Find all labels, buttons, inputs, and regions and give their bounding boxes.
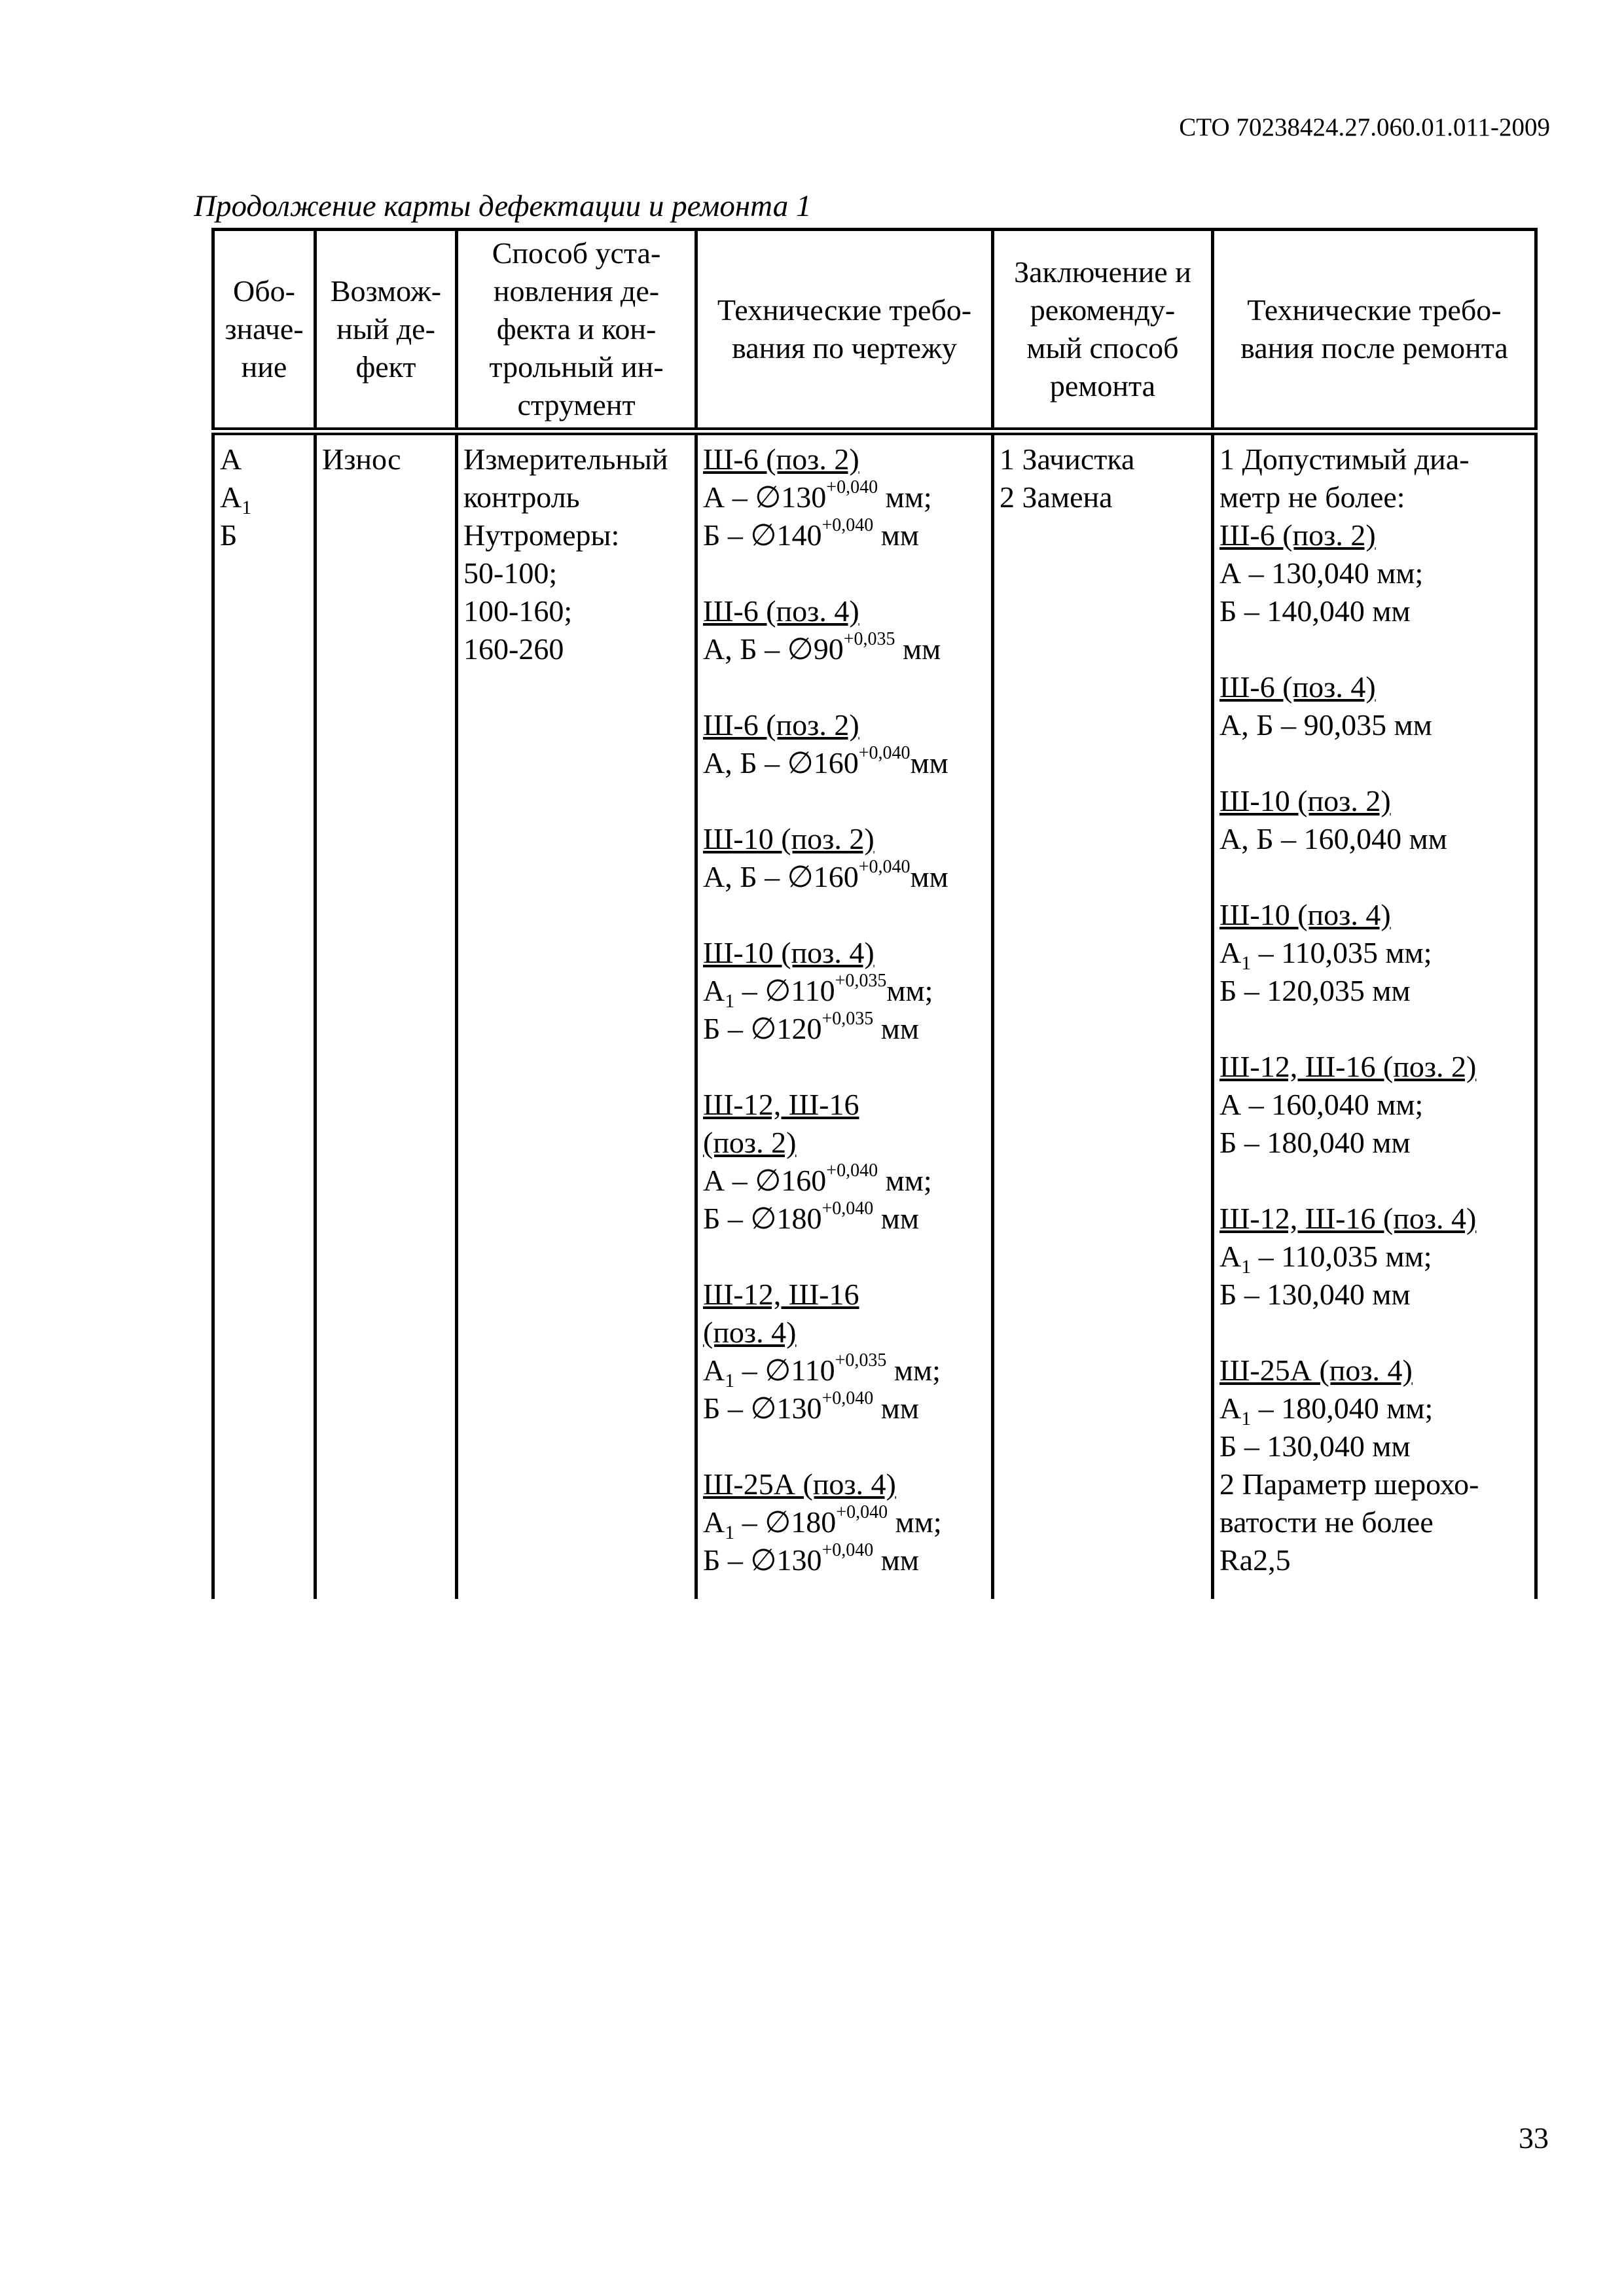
requirement-title	[703, 934, 986, 972]
conclusion-line: 1 Зачистка	[1000, 442, 1135, 476]
after-line	[1219, 934, 1529, 975]
line-text: А	[703, 1505, 725, 1539]
method-line: Измерительный	[463, 442, 668, 476]
header-line: фект	[355, 350, 416, 384]
line-unit: мм;	[878, 1164, 932, 1197]
designation-a1-base: А	[220, 480, 242, 514]
table-header-row	[213, 230, 1536, 432]
after-line	[1219, 1276, 1529, 1314]
header-defect	[316, 230, 457, 432]
spacer	[1219, 1162, 1529, 1200]
requirement-title	[703, 706, 986, 744]
requirement-title	[703, 1124, 986, 1162]
line-text: А, Б – 90,035 мм	[1219, 708, 1432, 742]
after-title-text: Ш-12, Ш-16 (поз. 2)	[1219, 1050, 1477, 1083]
line-text: А, Б – ∅90	[703, 632, 844, 666]
tolerance-superscript: +0,040	[858, 856, 911, 877]
line-text: – 180,040 мм;	[1251, 1391, 1434, 1425]
requirement-line	[703, 516, 986, 554]
line-unit: мм	[873, 1202, 919, 1235]
after-title-text: Ш-10 (поз. 4)	[1219, 898, 1391, 931]
line-subscript: 1	[725, 1370, 735, 1392]
defect-repair-table	[211, 228, 1538, 1599]
requirement-title	[703, 1276, 986, 1314]
after-title-text: Ш-25А (поз. 4)	[1219, 1354, 1413, 1387]
line-text: Б – 140,040 мм	[1219, 594, 1411, 628]
header-designation	[213, 230, 316, 432]
line-text: А – 130,040 мм;	[1219, 556, 1424, 590]
line-text: Б – 120,035 мм	[1219, 974, 1411, 1007]
spacer	[1219, 630, 1529, 668]
method-line: Нутромеры:	[463, 518, 620, 552]
header-line: рекоменду-	[1030, 293, 1176, 327]
after-line	[1219, 1238, 1529, 1276]
line-text: А – ∅160	[703, 1164, 827, 1197]
line-text: А	[1219, 1391, 1242, 1425]
document-code: СТО 70238424.27.060.01.011-2009	[1179, 113, 1550, 141]
header-line: вания после ремонта	[1240, 331, 1508, 365]
tolerance-superscript: +0,040	[821, 1198, 874, 1219]
line-text: А – 160,040 мм;	[1219, 1088, 1424, 1121]
spacer	[703, 782, 986, 820]
requirement-title-text: Ш-6 (поз. 2)	[703, 708, 859, 742]
requirement-line	[703, 1162, 986, 1200]
after-title	[1219, 1048, 1529, 1086]
requirement-line	[703, 744, 986, 782]
method-line: 100-160;	[463, 594, 573, 628]
line-unit: мм;	[886, 1354, 941, 1387]
after-line	[1219, 1124, 1529, 1162]
header-method	[457, 230, 696, 432]
after-title	[1219, 1200, 1529, 1238]
tolerance-superscript: +0,035	[843, 628, 895, 649]
tolerance-superscript: +0,040	[826, 476, 878, 497]
requirement-line	[703, 1501, 986, 1544]
tolerance-superscript: +0,040	[826, 1160, 878, 1181]
cell-designation	[213, 431, 316, 1599]
requirement-title-text: Ш-10 (поз. 2)	[703, 822, 875, 855]
header-line: Обо-	[233, 274, 295, 308]
defect-table-container	[211, 228, 1534, 1599]
line-unit: мм;	[888, 1505, 942, 1539]
requirement-line	[703, 630, 986, 668]
line-text: Б – 180,040 мм	[1219, 1126, 1411, 1159]
header-line: ние	[241, 350, 287, 384]
line-text: – ∅110	[734, 1354, 835, 1387]
designation-a1-sub: 1	[242, 497, 252, 519]
after-title	[1219, 782, 1529, 820]
after-line	[1219, 1427, 1529, 1465]
after-title-text: Ш-12, Ш-16 (поз. 4)	[1219, 1202, 1477, 1235]
tolerance-superscript: +0,035	[835, 1350, 887, 1371]
line-text: – 110,035 мм;	[1251, 1240, 1432, 1273]
line-text: – 110,035 мм;	[1251, 936, 1432, 969]
page-number: 33	[1519, 2121, 1549, 2155]
requirement-title-text: Ш-12, Ш-16	[703, 1278, 859, 1311]
requirement-title	[703, 1465, 986, 1503]
method-line: контроль	[463, 480, 580, 514]
line-text: Б – ∅120	[703, 1012, 822, 1045]
line-text: Б – 130,040 мм	[1219, 1429, 1411, 1463]
line-text: А	[703, 1354, 725, 1387]
after-intro-line: метр не более:	[1219, 480, 1405, 514]
header-line: струмент	[517, 388, 636, 422]
requirement-title	[703, 592, 986, 630]
requirement-line	[703, 1352, 986, 1390]
cell-method	[457, 431, 696, 1599]
header-line: фекта и кон-	[496, 312, 657, 346]
line-subscript: 1	[725, 1522, 735, 1544]
requirement-title-text: Ш-25А (поз. 4)	[703, 1467, 896, 1501]
designation-b: Б	[220, 518, 238, 552]
line-text: Б – ∅130	[703, 1543, 822, 1577]
after-outro-line: Ra2,5	[1219, 1543, 1291, 1577]
after-outro-line: 2 Параметр шерохо-	[1219, 1467, 1479, 1501]
after-line	[1219, 706, 1529, 744]
tolerance-superscript: +0,035	[835, 970, 887, 991]
spacer	[1219, 858, 1529, 896]
tolerance-superscript: +0,040	[821, 1388, 874, 1408]
table-row	[213, 431, 1536, 1599]
tolerance-superscript: +0,040	[821, 1539, 874, 1560]
cell-after-repair	[1213, 431, 1536, 1599]
requirement-title	[703, 1086, 986, 1124]
requirement-title-text: Ш-12, Ш-16	[703, 1088, 859, 1121]
requirement-title-text: (поз. 2)	[703, 1126, 797, 1159]
header-line: Заключение и	[1014, 255, 1191, 289]
tolerance-superscript: +0,040	[821, 514, 874, 535]
designation-a: А	[220, 442, 242, 476]
after-title	[1219, 668, 1529, 706]
after-title	[1219, 516, 1529, 554]
line-unit: мм;	[886, 974, 933, 1007]
line-text: Б – 130,040 мм	[1219, 1278, 1411, 1311]
after-outro-line: ватости не более	[1219, 1505, 1434, 1539]
after-title	[1219, 896, 1529, 934]
line-unit: мм	[873, 518, 919, 552]
line-unit: мм	[873, 1391, 919, 1425]
header-line: Возмож-	[330, 274, 442, 308]
requirement-line	[703, 970, 986, 1013]
after-line	[1219, 972, 1529, 1010]
requirement-title-text: Ш-6 (поз. 2)	[703, 442, 859, 476]
table-caption: Продолжение карты дефектации и ремонта 1	[194, 189, 812, 223]
line-subscript: 1	[1241, 1256, 1252, 1278]
cell-defect: Износ	[316, 431, 457, 1599]
line-text: А, Б – ∅160	[703, 860, 859, 893]
spacer	[703, 668, 986, 706]
method-line: 50-100;	[463, 556, 558, 590]
method-line: 160-260	[463, 632, 564, 666]
after-title	[1219, 1352, 1529, 1390]
requirement-title	[703, 440, 986, 478]
line-unit: мм;	[878, 480, 932, 514]
line-subscript: 1	[1241, 952, 1252, 975]
requirement-title-text: (поз. 4)	[703, 1316, 797, 1349]
line-unit: мм	[910, 746, 948, 780]
line-text: А, Б – 160,040 мм	[1219, 822, 1447, 855]
header-line: мый способ	[1026, 331, 1179, 365]
line-unit: мм	[910, 860, 948, 893]
after-line	[1219, 1086, 1529, 1124]
line-unit: мм	[873, 1012, 919, 1045]
spacer	[703, 896, 986, 934]
line-text: А	[1219, 1240, 1242, 1273]
header-line: значе-	[225, 312, 304, 346]
requirement-line	[703, 1390, 986, 1427]
after-title-text: Ш-6 (поз. 2)	[1219, 518, 1376, 552]
line-text: – ∅180	[734, 1505, 837, 1539]
requirement-title-text: Ш-6 (поз. 4)	[703, 594, 859, 628]
spacer	[1219, 1314, 1529, 1352]
requirement-line	[703, 478, 986, 516]
line-text: Б – ∅140	[703, 518, 822, 552]
line-subscript: 1	[725, 990, 735, 1013]
header-line: Способ уста-	[492, 236, 661, 270]
cell-conclusion	[993, 431, 1213, 1599]
after-intro-line: 1 Допустимый диа-	[1219, 442, 1470, 476]
after-line	[1219, 592, 1529, 630]
spacer	[1219, 1010, 1529, 1048]
after-title-text: Ш-6 (поз. 4)	[1219, 670, 1376, 704]
header-line: Технические требо-	[1247, 293, 1502, 327]
line-unit: мм	[873, 1543, 919, 1577]
requirement-title	[703, 1314, 986, 1352]
spacer	[703, 1048, 986, 1086]
designation-a1	[220, 478, 308, 519]
header-line: Технические требо-	[717, 293, 972, 327]
spacer	[703, 1427, 986, 1465]
spacer	[703, 1238, 986, 1276]
line-text: А – ∅130	[703, 480, 827, 514]
after-line	[1219, 554, 1529, 592]
after-line	[1219, 1390, 1529, 1430]
header-line: ный де-	[336, 312, 435, 346]
after-title-text: Ш-10 (поз. 2)	[1219, 784, 1391, 817]
header-line: ремонта	[1049, 369, 1156, 403]
cell-requirements	[696, 431, 993, 1599]
after-line	[1219, 820, 1529, 858]
conclusion-line: 2 Замена	[1000, 480, 1113, 514]
requirement-title	[703, 820, 986, 858]
line-subscript: 1	[1241, 1408, 1252, 1430]
header-requirements	[696, 230, 993, 432]
tolerance-superscript: +0,035	[821, 1008, 874, 1029]
tolerance-superscript: +0,040	[858, 742, 911, 763]
requirement-line	[703, 1541, 986, 1579]
requirement-title-text: Ш-10 (поз. 4)	[703, 936, 875, 969]
tolerance-superscript: +0,040	[836, 1501, 888, 1522]
header-conclusion	[993, 230, 1213, 432]
requirement-line	[703, 1010, 986, 1048]
header-line: новления де-	[493, 274, 660, 308]
spacer	[703, 554, 986, 592]
line-text: – ∅110	[734, 974, 835, 1007]
line-text: Б – ∅180	[703, 1202, 822, 1235]
requirement-line	[703, 858, 986, 896]
header-line: вания по чертежу	[732, 331, 957, 365]
line-text: А, Б – ∅160	[703, 746, 859, 780]
line-text: А	[703, 974, 725, 1007]
line-text: А	[1219, 936, 1242, 969]
requirement-line	[703, 1200, 986, 1238]
header-line: трольный ин-	[489, 350, 664, 384]
spacer	[1219, 744, 1529, 782]
line-text: Б – ∅130	[703, 1391, 822, 1425]
header-after-repair	[1213, 230, 1536, 432]
line-unit: мм	[895, 632, 941, 666]
